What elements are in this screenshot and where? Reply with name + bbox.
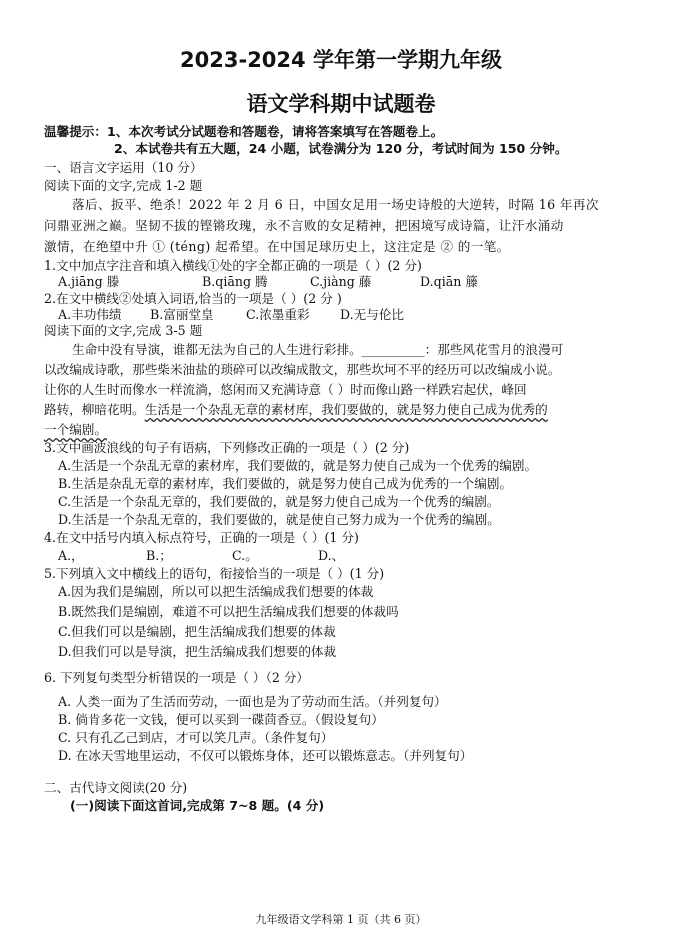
section-2-subtitle: (一)阅读下面这首词,完成第 7~8 题。(4 分) — [70, 798, 325, 813]
q2-option-d: D.无与伦比 — [340, 307, 405, 322]
q4-option-a: A.， — [58, 548, 84, 563]
question-6: 6. 下列复句类型分析错误的一项是（ ）（2 分） — [44, 670, 310, 685]
q3-option-d: D.生活是一个杂乱无章的，我们要做的，就是使自己努力成为一个优秀的编剧。 — [58, 512, 500, 527]
q5-option-c: C.但我们可以是编剧，把生活编成我们想要的体裁 — [58, 624, 336, 639]
q4-option-d: D.、 — [318, 548, 345, 563]
q1-option-c: C.jiàng 藤 — [310, 274, 372, 289]
question-4: 4.在文中括号内填入标点符号，正确的一项是（ ）(1 分) — [44, 530, 359, 545]
q5-option-a: A.因为我们是编剧，所以可以把生活编成我们想要的体裁 — [58, 584, 374, 599]
exam-title: 2023-2024 学年第一学期九年级 — [180, 48, 502, 72]
passage-2-line: 以改编成诗歌，那些柴米油盐的琐碎可以改编成散文，那些坎坷不平的经历可以改编成小说。 — [44, 362, 561, 377]
q1-option-d: D.qiān 籐 — [420, 274, 478, 289]
passage-2-line — [44, 422, 107, 438]
q6-option-b: B. 倘肯多花一文钱，便可以买到一碟茴香豆。（假设复句） — [58, 712, 384, 727]
q4-option-b: B.； — [146, 548, 172, 563]
q6-option-a: A. 人类一面为了生活而劳动，一面也是为了劳动而生活。（并列复句） — [58, 694, 447, 709]
notice-line-1: 温馨提示：1、本次考试分试题卷和答题卷，请将答案填写在答题卷上。 — [44, 124, 444, 139]
question-2: 2.在文中横线②处填入词语,恰当的一项是（ ）(2 分 ) — [44, 291, 342, 306]
passage-2-text: 路转，柳暗花明。 — [44, 402, 145, 417]
q4-option-c: C.。 — [232, 548, 258, 563]
passage-2-line — [44, 402, 548, 418]
section-1-title: 一、语言文字运用（10 分） — [44, 160, 203, 175]
section-2-title: 二、古代诗文阅读(20 分) — [44, 780, 188, 795]
question-5: 5.下列填入文中横线上的语句，衔接恰当的一项是（ ）(1 分) — [44, 566, 385, 581]
notice-line-2: 2、本试卷共有五大题，24 小题，试卷满分为 120 分，考试时间为 150 分钟。 — [114, 141, 568, 156]
page-footer: 九年级语文学科第 1 页（共 6 页） — [255, 913, 427, 926]
q3-option-a: A.生活是一个杂乱无章的素材库，我们要做的，就是努力使自己成为一个优秀的编剧。 — [58, 458, 538, 473]
q2-option-c: C.浓墨重彩 — [246, 307, 310, 322]
q3-option-b: B.生活是杂乱无章的素材库，我们要做的，就是努力使自己成为优秀的一个编剧。 — [58, 476, 513, 491]
wavy-underlined-sentence-end: 一个编剧。 — [44, 422, 107, 437]
exam-subtitle: 语文学科期中试题卷 — [246, 92, 436, 116]
q6-option-d: D. 在冰天雪地里运动，不仅可以锻炼身体，还可以锻炼意志。（并列复句） — [58, 748, 473, 763]
passage-1-line: 激情，在绝望中升 ① (téng) 起希望。在中国足球历史上，这注定是 ② 的一笔。 — [44, 239, 510, 254]
reading-instruction-1: 阅读下面的文字,完成 1-2 题 — [44, 178, 203, 193]
passage-1-line: 问鼎亚洲之巅。坚韧不拔的铿锵玫瑰，永不言败的女足精神，把困境写成诗篇，让汗水涌动 — [44, 218, 564, 233]
q3-option-c: C.生活是一个杂乱无章的，我们要做的，就是努力使自己成为一个优秀的编剧。 — [58, 494, 500, 509]
reading-instruction-2: 阅读下面的文字,完成 3-5 题 — [44, 323, 203, 338]
passage-2-line: 让你的人生时而像水一样流淌，悠闲而又充满诗意（ ）时而像山路一样跌宕起伏，峰回 — [44, 382, 527, 397]
q2-option-b: B.富丽堂皇 — [150, 307, 214, 322]
question-3: 3.文中画波浪线的句子有语病，下列修改正确的一项是（ ）(2 分) — [44, 440, 410, 455]
passage-1-line: 落后、扳平、绝杀！2022 年 2 月 6 日，中国女足用一场史诗般的大逆转，时隔 16 年再次 — [72, 197, 599, 212]
q2-option-a: A.丰功伟绩 — [58, 307, 122, 322]
q6-option-c: C. 只有孔乙己到店，才可以笑几声。（条件复句） — [58, 730, 334, 745]
wavy-underlined-sentence: 生活是一个杂乱无章的素材库，我们要做的，就是努力使自己成为优秀的 — [144, 402, 548, 417]
q5-option-d: D.但我们可以是导演，把生活编成我们想要的体裁 — [58, 644, 337, 659]
passage-2-line: 生命中没有导演，谁都无法为自己的人生进行彩排。__________：那些风花雪月的浪漫可 — [72, 342, 564, 357]
q1-option-b: B.qiāng 腾 — [202, 274, 268, 289]
q1-option-a: A.jiāng 滕 — [58, 274, 120, 289]
q5-option-b: B.既然我们是编剧，难道不可以把生活编成我们想要的体裁吗 — [58, 604, 399, 619]
question-1: 1.文中加点字注音和填入横线①处的字全都正确的一项是（ ）(2 分) — [44, 258, 422, 273]
